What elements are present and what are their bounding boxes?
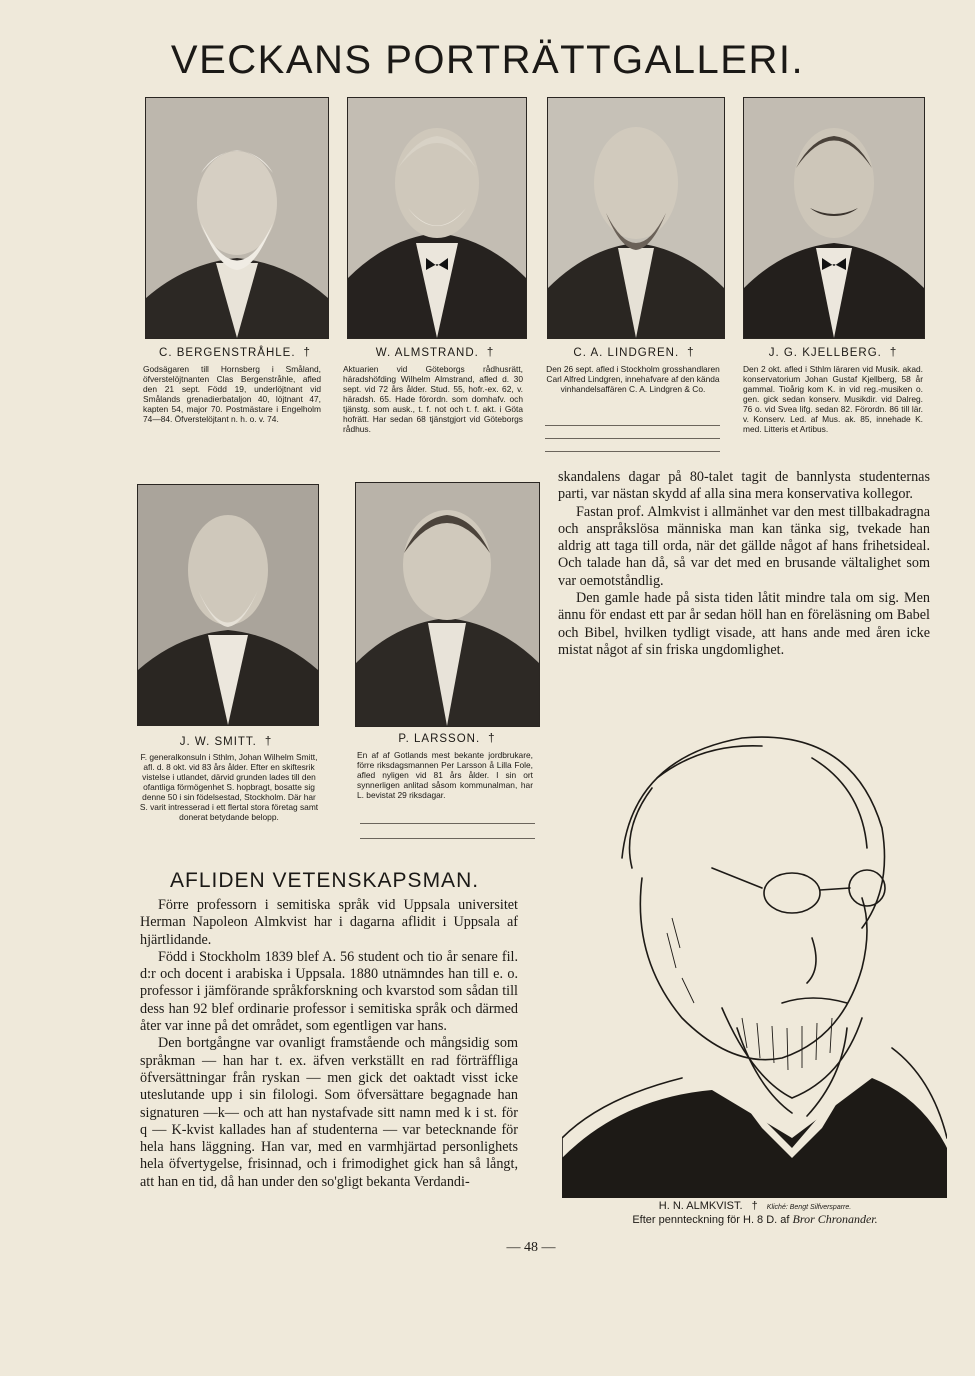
cross-icon: † xyxy=(687,347,695,359)
blank-rule xyxy=(360,823,535,824)
portrait-name-almstrand xyxy=(342,347,528,359)
paragraph: skandalens dagar på 80-talet tagit de bannlysta studenternas parti, var nästan skydd af alla sina mera konservativa kollegor. xyxy=(558,469,930,503)
cross-icon: † xyxy=(486,347,495,359)
portrait-photo-larsson xyxy=(355,482,540,727)
cross-icon: † xyxy=(264,736,273,748)
name-text: P. LARSSON. xyxy=(398,733,481,745)
portrait-figure xyxy=(138,485,318,725)
portrait-figure xyxy=(356,483,539,726)
blank-rule xyxy=(360,838,535,839)
cross-icon: † xyxy=(889,347,898,359)
cross-icon: † xyxy=(488,733,496,745)
portrait-text-smitt: F. generalkonsuln i Sthlm, Johan Wilhelm Smitt, afl. d. 8 okt. vid 83 års ålder. Efter en skiftesrik vistelse i utlandet, därvid grunden lades till den ofantliga förmögenhet S. hopbragt, bosatte sig denne 50 i sin födelsestad, Stockholm. Där har S. varit intresserad i ett flertal stora företag samt donerat betydande belopp. xyxy=(139,752,319,822)
paragraph: Förre professorn i semitiska språk vid Uppsala universitet Herman Napoleon Almkvist har i dagarna aflidit i Uppsala af hjärtlidande. xyxy=(140,897,518,948)
name-text: W. ALMSTRAND. xyxy=(375,347,479,359)
portrait-figure xyxy=(146,98,328,338)
cross-icon: † xyxy=(751,1200,758,1212)
portrait-text-kjellberg: Den 2 okt. afled i Sthlm läraren vid Musik. akad. konservatorium Johan Gustaf Kjellberg, 58 år gammal. Tioårig kom K. in vid reg.-musiken o. gen. gick sedan konserv. Musikdir. vid Dalreg. 76 o. vid Svea lifg. sedan 82. Förordn. 86 till lär. v. Konserv. Led. af Mus. ak. 85, innehade K. med. Litteris et Artibus. xyxy=(743,364,923,434)
right-column-text xyxy=(558,469,930,659)
portrait-text-bergenstrahle: Godsägaren till Hornsberg i Småland, öfverstelöjtnanten Clas Bergenstråhle, afled den 21 sept. Född 19, underlöjtnant vid Smålands grenadierbataljon 40, löjtnant 47, kapten 54, major 70. Postmästare i Engelholm 74—84. Öfverstelöjtant n. h. o. v. 74. xyxy=(143,364,321,424)
paragraph: Den gamle hade på sista tiden låtit mindre tala om sig. Men ännu för endast ett par år sedan höll han en föreläsning om Babel och Bibel, hvilken tydligt visade, att hans ande med åren icke mistat något af sin friska ungdomlighet. xyxy=(558,590,930,658)
portrait-text-larsson: En af af Gotlands mest bekante jordbrukare, förre riksdagsmannen Per Larsson å Lilla Folе, afled nyligen vid 81 års ålder. I sin ort synnerligen anlitad såsom kommunalman, har L. bevistat 29 riksdagar. xyxy=(357,750,533,800)
portrait-photo-bergenstrahle xyxy=(145,97,329,339)
blank-rule xyxy=(545,451,720,452)
drawing-caption-line-2 xyxy=(560,1212,950,1227)
blank-rule xyxy=(545,438,720,439)
portrait-text-lindgren: Den 26 sept. afled i Stockholm grosshandlaren Carl Alfred Lindgren, innehafvare af den kända vinhandelsaffären C. A. Lindgren & Co. xyxy=(546,364,720,394)
drawing-figure xyxy=(562,718,947,1198)
portrait-text-almstrand: Aktuarien vid Göteborgs rådhusrätt, häradshöfding Wilhelm Almstrand, afled d. 30 sept. vid 72 års ålder. Stud. 55, hofr.-ex. 62, v. häradsh. 65. Hade förordn. som domhafv. och tjänstg. som ausk., t. f. not och t. f. akt. i Göta hofrätt. Har sedan 68 tjänstgjort vid Göteborgs rådhus. xyxy=(343,364,523,434)
portrait-photo-smitt xyxy=(137,484,319,726)
name-text: J. W. SMITT. xyxy=(179,736,257,748)
portrait-photo-lindgren xyxy=(547,97,725,339)
almkvist-pen-drawing xyxy=(562,718,947,1198)
page-title: VECKANS PORTRÄTTGALLERI. xyxy=(170,38,805,82)
portrait-name-lindgren xyxy=(542,347,726,359)
paragraph: Fastan prof. Almkvist i allmänhet var den mest tillbakadragna och anspråkslösa människa man kan tänka sig, tvekade han aldrig att taga till orda, när det gällde något af hans frihetsideal. Och talade han då, så var det med en brusande vältalighet som var oemotståndlig. xyxy=(558,503,930,589)
drawing-credit: Kliché: Bengt Silfversparre. xyxy=(766,1204,852,1211)
paragraph: Den bortgångne var ovanligt framstående och mångsidig som språkman — han har t. ex. äfven verkställt en rad förträffliga öfversättningar från ryskan — men gick det oaktadt visst icke uteslutande upp i sin filologi. Som öfversättare begagnade han signaturen —k— och att han nystafvade sitt namn med k i st. för q — K-kvist kallades han af studenterna — var betecknande för hela hans läggning. Han var, med en varmhjärtad personlighets hela öfvertygelse, frisinnad, och i frimodighet gick han så långt, att han en tid, då han under den so'gligt bekanta Verdandi- xyxy=(140,1035,518,1190)
portrait-name-smitt xyxy=(133,736,319,748)
name-text: C. BERGENSTRÅHLE. xyxy=(159,347,296,359)
portrait-photo-kjellberg xyxy=(743,97,925,339)
name-text: J. G. KJELLBERG. xyxy=(768,347,882,359)
portrait-figure xyxy=(744,98,924,338)
drawing-artist: Bror Chronander. xyxy=(792,1212,878,1226)
portrait-figure xyxy=(548,98,724,338)
article-heading: AFLIDEN VETENSKAPSMAN. xyxy=(170,869,480,892)
name-text: C. A. LINDGREN. xyxy=(573,347,680,359)
paragraph: Född i Stockholm 1839 blef A. 56 student och tio år senare fil. d:r och docent i arabiska i Uppsala. 1880 utnämndes han till e. o. professor i jämförande språkforskning och kvarstod som sådan till dess han 92 blef ordinarie professor i semitiska språk och därmed åter var inne på det området, som egentligen var hans. xyxy=(140,948,518,1035)
drawing-caption-prefix: Efter pennteckning för H. 8 D. af xyxy=(632,1214,790,1226)
article-text xyxy=(140,897,518,1191)
portrait-name-bergenstrahle xyxy=(140,347,330,359)
portrait-name-kjellberg xyxy=(740,347,926,359)
blank-rule xyxy=(545,425,720,426)
portrait-photo-almstrand xyxy=(347,97,527,339)
drawing-name: H. N. ALMKVIST. xyxy=(658,1200,743,1212)
portrait-name-larsson xyxy=(352,733,542,745)
page-number: — 48 — xyxy=(506,1240,556,1255)
drawing-caption-line-1 xyxy=(560,1200,950,1212)
cross-icon: † xyxy=(303,347,311,359)
portrait-figure xyxy=(348,98,526,338)
drawing-caption xyxy=(560,1200,950,1227)
